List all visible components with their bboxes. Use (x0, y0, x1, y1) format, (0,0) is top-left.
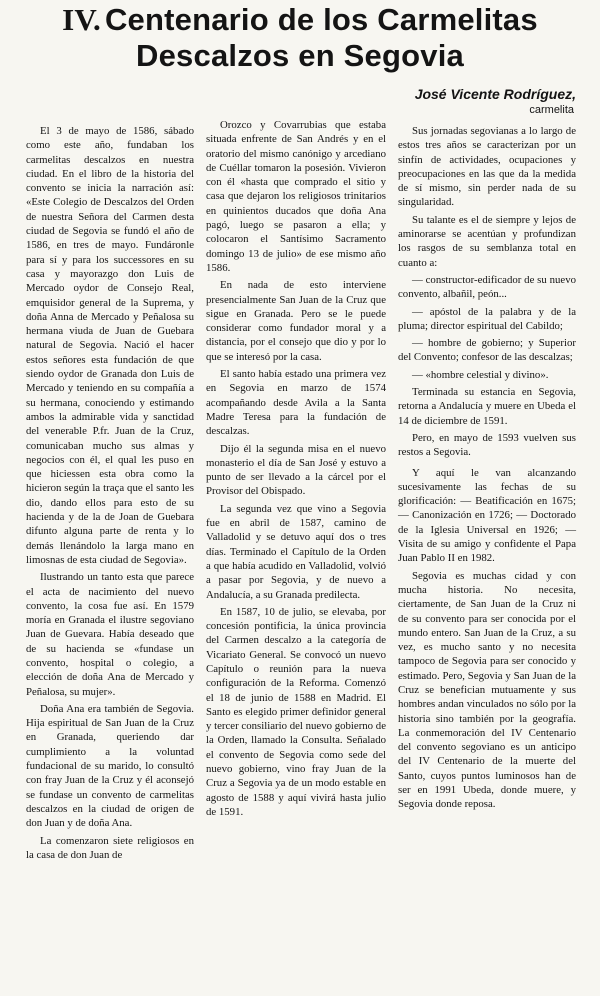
paragraph: — apóstol de la palabra y de la pluma; director espiritual del Cabildo; (398, 305, 576, 332)
paragraph: En nada de esto interviene presencialmente San Juan de la Cruz que sigue en Granada. Pero se le puede considerar como fundador moral y a distancia, por el consejo que dio y por lo que se interesó por la casa. (206, 279, 386, 363)
paragraph: Su talante es el de siempre y lejos de aminorarse se acentúan y profundizan los rasgos de su semblanza total en cuanto a: (398, 213, 576, 269)
paragraph: — constructor-edificador de su nuevo convento, albañil, peón... (398, 273, 576, 301)
headline-line-1 (0, 2, 600, 38)
article-column-1 (26, 124, 194, 865)
paragraph: — hombre de gobierno; y Superior del Convento; confesor de las descalzas; (398, 337, 576, 364)
paragraph: El santo había estado una primera vez en Segovia en marzo de 1574 acompañando desde Avila a la Santa Madre Teresa para la fundación de descalzas. (206, 368, 386, 438)
paragraph: En 1587, 10 de julio, se elevaba, por concesión pontificia, la única provincia del Carmen descalzo a la categoría de Vicariato General. Se convocó un nuevo Capítulo o reunión para la nueva configuración de la Reforma. Comenzó el 18 de junio de 1588 en Madrid. El Santo es elegido primer definidor general y tercer consiliario del nuevo gobierno de la Orden, llamado la Consulta. Señalado el convento de Segovia como sede del nuevo gobierno, vino fray Juan de la Cruz a Segovia ya de un modo estable en agosto de 1588 y aquí vivirá hasta julio de 1591. (206, 605, 386, 818)
paragraph: Ilustrando un tanto esta que parece el acta de nacimiento del nuevo convento, la cosa fue así. En 1579 moría en Granada el ilustre segoviano Juan de Guevara. Había deseado que de su hacienda se «fundase un convento, hospital o colegio, a elección de doña Ana de Mercado y Peñalosa, su mujer». (26, 571, 194, 698)
paragraph: La comenzaron siete religiosos en la casa de don Juan de (26, 834, 194, 861)
paragraph: — «hombre celestial y divino». (412, 368, 549, 381)
byline (356, 86, 576, 117)
author-name: José Vicente Rodríguez, (414, 86, 576, 102)
paragraph: Segovia es muchas cidad y con mucha historia. No necesita, ciertamente, de San Juan de la Cruz ni de su convento para ser conocida por el mundo entero. San Juan de la Cruz, a su vez, es mucho santo y no necesita tampoco de Segovia para ser conocido y estimado. Pero, Segovia y San Juan de la Cruz se benefician mutuamente y sus hombres andan vinculados no sólo por la historia sino también por la geografía. La conmemoración del IV Centenario del convento segoviano es un anticipo del IV Centenario de la muerte del Santo, cuyos puntos luminosos han de ser en 1991 Ubeda, donde muere, y Segovia donde reposa. (398, 569, 576, 811)
paragraph: Y aquí le van alcanzando sucesivamente las fechas de su glorificación: — Beatificación en 1675; — Canonización en 1726; — Doctorado de la Iglesia Universal en 1926; — Visita de su amigo y confidente el Papa Juan Pablo II en 1982. (398, 466, 576, 565)
paragraph: Terminada su estancia en Segovia, retorna a Andalucía y muere en Ubeda el 14 de diciembre de 1591. (398, 386, 576, 427)
paragraph: Sus jornadas segovianas a lo largo de estos tres años se caracterizan por un sinfín de actividades, ocupaciones y preocupaciones en las que da la medida de sí mismo, sin perder nada de su singularidad. (398, 125, 576, 209)
paragraph: La segunda vez que vino a Segovia fue en abril de 1587, camino de Valladolid y se detuvo aquí dos o tres días. Terminado el Capítulo de la Orden a que había acudido en Valladolid, volvió a pasar por Segovia, y de nuevo a Andalucía, a su Granada predilecta. (206, 502, 386, 601)
paragraph: El 3 de mayo de 1586, sábado como este año, fundaban los carmelitas descalzos en nuestra ciudad. En el libro de la historia del convento se inicia la narración así: «Este Colegio de Descalzos del Orden de nuestra Señora del Carmen desta ciudad de Segovia se fundó el año de 1586, en tres de mayo. Fundáronle para sí y para los successores en su casa y mayorazgo don Luis de Mercado oydor de Consejo Real, emquisidor general de la Suprema, y doña Anna de Mercado y Peñalosa su hermana viuda de Juan de Guebara natural de Segovia. Nació el hacer estos señores esta fundación de que siendo oydor de Granada don Luis de Mercado y teniendo en su compañía a su hermana, conociendo y estimando ambos la admirable vida y sanctidad del venerable P.fr. Juan de la Cruz, comunicaban mucho sus almas y negocios con él, el qual les puso en que hiciessen esta obra como la hicieron según la traça que el santo les dio, dando ellos para esto de su hacienda y de la de Joan de Guebara difunto alguna parte de renta y lo demás llenándolo la larga mano en limosnas de esta ciudad de Segovia». (26, 125, 194, 566)
headline-text-1: Centenario de los Carmelitas (104, 2, 538, 37)
paragraph: Orozco y Covarrubias que estaba situada enfrente de San Andrés y en el oratorio del mismo canónigo y arcediano de Cuéllar tomaron la posesión. Vivieron con él «hasta que comprado el sitio y casa que dejaron los religiosos trinitarios en quinientos ducados que doña Ana pagó, luego se pasaron a ella; y colocaron el Santísimo Sacramento domingo 13 de julio» de ese mismo año 1586. (206, 119, 386, 274)
article-headline (0, 2, 600, 74)
paragraph: Dijo él la segunda misa en el nuevo monasterio el día de San José y estuvo a punto de ser llevado a la cárcel por el Provisor del Obispado. (206, 442, 386, 498)
paragraph: Pero, en mayo de 1593 vuelven sus restos a Segovia. (398, 431, 576, 459)
headline-roman-numeral: IV. (62, 2, 101, 37)
article-column-2 (206, 118, 386, 822)
article-column-3 (398, 124, 576, 815)
author-role: carmelita (529, 104, 574, 116)
paragraph: Doña Ana era también de Segovia. Hija espiritual de San Juan de la Cruz en Granada, queriendo dar cumplimiento a la voluntad fundacional de su marido, lo consultó con fray Juan de la Cruz y él aconsejó se fundase un convento de carmelitas descalzos en la ciudad de origen de don Juan y de doña Ana. (26, 702, 194, 830)
headline-line-2: Descalzos en Segovia (136, 38, 464, 73)
